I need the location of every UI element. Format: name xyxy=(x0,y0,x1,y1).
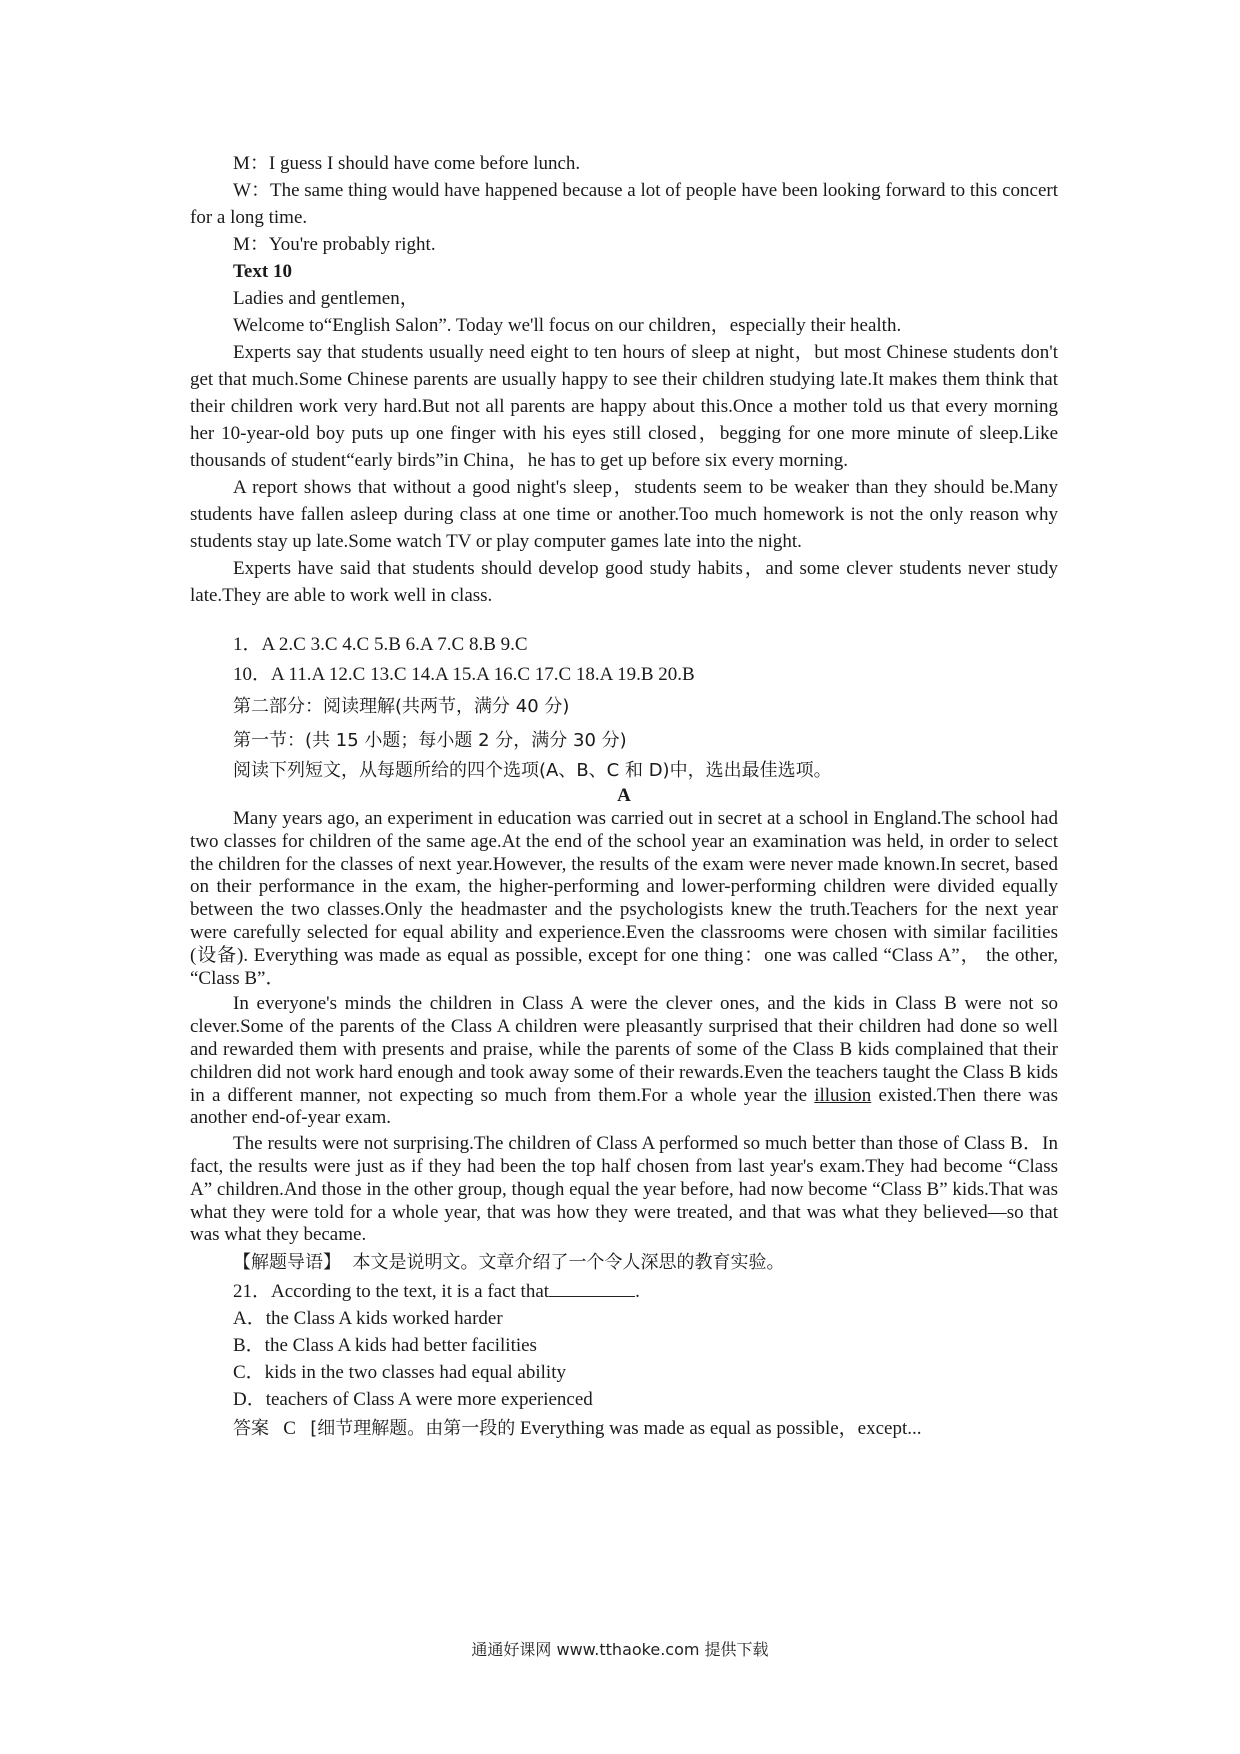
greeting: Ladies and gentlemen， xyxy=(233,288,419,309)
answer-key-line: 1．A 2.C 3.C 4.C 5.B 6.A 7.C 8.B 9.C xyxy=(233,634,528,655)
question-stem: 21．According to the text, it is a fact that . xyxy=(190,1278,1058,1305)
text10-paragraph: A report shows that without a good night's sleep，students seem to be weaker than they should be.Many students have fallen asleep during class at one time or another.Too much homework is not the only reason why students stay up late.Some watch TV or play computer games late into the night. xyxy=(190,477,1058,552)
text10-paragraph: Experts have said that students should develop good study habits，and some clever students never study late.They are able to work well in class. xyxy=(190,558,1058,606)
answer-key-line: 10．A 11.A 12.C 13.C 14.A 15.A 16.C 17.C 18.A 19.B 20.B xyxy=(233,664,695,685)
document-page xyxy=(190,150,1058,1442)
answer-value: C xyxy=(283,1418,296,1440)
question-option: A．the Class A kids worked harder xyxy=(233,1308,503,1330)
passage-paragraph: Many years ago, an experiment in education was carried out in secret at a school in England.The school had two classes for children of the same age.At the end of the school year an examination was held, in order to select the children for the classes of next year.However, the results of the exam were never made known.In secret, based on their performance in the exam, the higher-performing and lower-performing children were divided equally between the two classes.Only the headmaster and the psychologists knew the truth.Teachers for the next year were carefully selected for equal ability and experience.Even the classrooms were chosen with similar facilities (设备). Everything was made as equal as possible, except for one thing：one was called “Class A”， the other, “Class B”． xyxy=(190,808,1058,989)
question-option: C．kids in the two classes had equal ability xyxy=(233,1362,566,1384)
passage-paragraph xyxy=(190,993,1058,1130)
underlined-word: illusion xyxy=(814,1084,872,1106)
section-heading: 第一节：(共 15 小题；每小题 2 分，满分 30 分) xyxy=(233,730,627,751)
part-heading: 第二部分：阅读理解(共两节，满分 40 分) xyxy=(233,696,570,717)
dialogue-line: W：The same thing would have happened because a lot of people have been looking forward to this concert for a long time. xyxy=(190,180,1058,228)
text10-paragraph: Experts say that students usually need eight to ten hours of sleep at night，but most Chinese students don't get that much.Some Chinese parents are usually happy to see their children studying late.It makes them think that their children work very hard.But not all parents are happy about this.Once a mother told us that every morning her 10-year-old boy puts up one finger with his eyes still closed，begging for one more minute of sleep.Like thousands of student“early birds”in China，he has to get up before six every morning. xyxy=(190,342,1058,471)
analysis-cn: [细节理解题。由第一段的 xyxy=(310,1418,516,1440)
welcome-line: Welcome to“English Salon”. Today we'll focus on our children，especially their health. xyxy=(233,315,902,336)
analysis-en: Everything was made as equal as possible，except... xyxy=(515,1418,922,1440)
question-option: B．the Class A kids had better facilities xyxy=(233,1335,537,1357)
passage-label: A xyxy=(617,785,631,806)
passage-text: existed.Then there was another end-of-year exam. xyxy=(190,1084,1058,1129)
guide-text: 本文是说明文。文章介绍了一个令人深思的教育实验。 xyxy=(352,1252,785,1274)
instruction-text: 阅读下列短文，从每题所给的四个选项(A、B、C 和 D)中，选出最佳选项。 xyxy=(233,760,832,781)
section-heading-text10: Text 10 xyxy=(233,261,292,282)
dialogue-line: M：I guess I should have come before lunch. xyxy=(233,153,581,174)
passage-text: In everyone's minds the children in Class A were the clever ones, and the kids in Class B were not so clever.Some of the parents of the Class A children were pleasantly surprised that their children had done so well and rewarded them with presents and praise, while the parents of some of the Class B kids complained that their children did not work hard enough and took away some of their rewards.Even the teachers taught the Class B kids in a different manner, not expecting so much from them.For a whole year the xyxy=(190,993,1058,1106)
guide-line xyxy=(190,1249,1058,1276)
answer-blank xyxy=(549,1278,635,1297)
question-option: D．teachers of Class A were more experienced xyxy=(233,1389,593,1411)
guide-label: 【解题导语】 xyxy=(233,1252,341,1274)
dialogue-line: M：You're probably right. xyxy=(233,234,436,255)
answer-analysis xyxy=(190,1415,1058,1442)
passage-paragraph: The results were not surprising.The children of Class A performed so much better than those of Class B．In fact, the results were just as if they had been the top half chosen from last year's exam.They had become “Class A” children.And those in the other group, though equal the year before, had now become “Class B” kids.That was what they were told for a whole year, that was how they were treated, and that was what they believed—so that was what they became. xyxy=(190,1133,1058,1246)
answer-label: 答案 xyxy=(233,1418,269,1440)
page-footer: 通通好课网 www.tthaoke.com 提供下载 xyxy=(471,1640,769,1659)
